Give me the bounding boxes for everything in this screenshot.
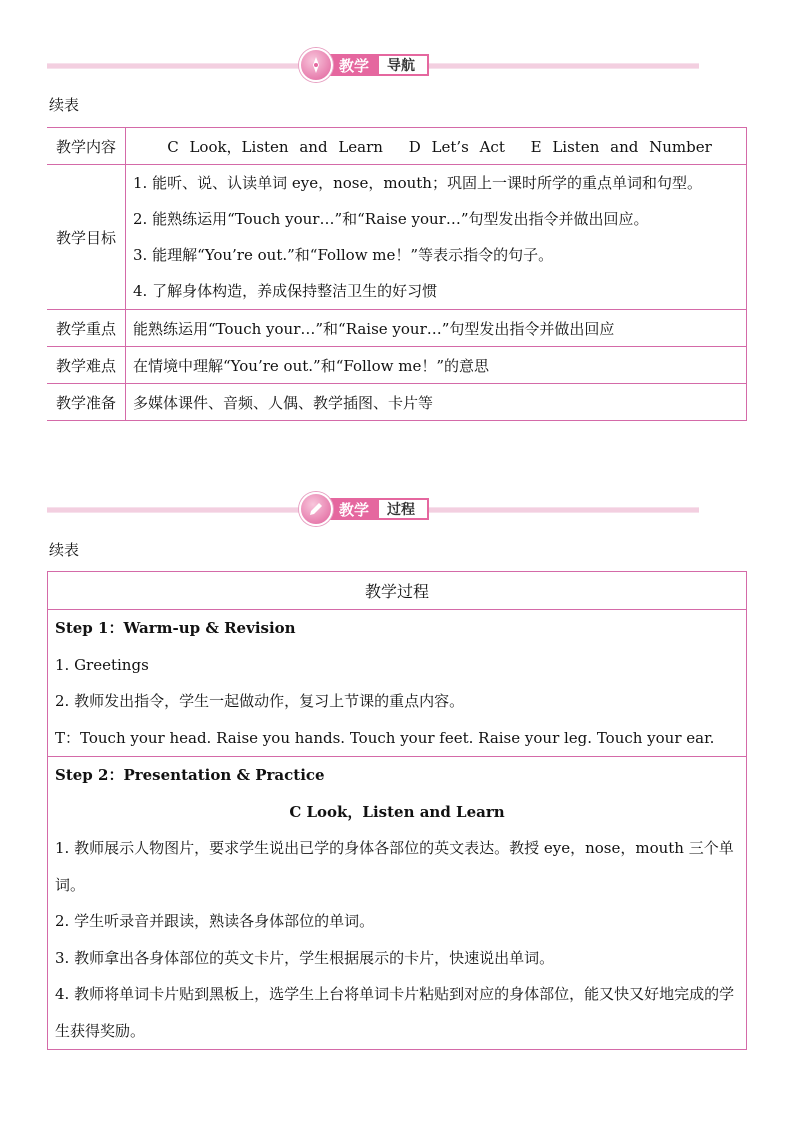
table-row <box>47 310 747 347</box>
continued-label: 续表 <box>49 96 80 114</box>
banner-main-label: 教学 <box>323 498 379 520</box>
row-value: 多媒体课件、音频、人偶、教学插图、卡片等 <box>126 384 747 421</box>
step-line: 2. 教师发出指令，学生一起做动作，复习上节课的重点内容。 <box>55 692 465 710</box>
table-row <box>47 128 747 165</box>
table-title: 教学过程 <box>48 572 747 610</box>
lesson-overview-table <box>47 127 747 421</box>
row-header: 教学难点 <box>47 347 126 384</box>
row-value: C Look，Listen and Learn D Let’s Act E Listen and Number <box>126 128 747 165</box>
step-line: 3. 教师拿出各身体部位的英文卡片，学生根据展示的卡片，快速说出单词。 <box>55 948 555 967</box>
table-row <box>47 347 747 384</box>
row-value <box>126 165 747 310</box>
row-header: 教学重点 <box>47 310 126 347</box>
banner-sub-label: 导航 <box>379 54 429 76</box>
table-row <box>47 165 747 310</box>
step-heading: Step 2：Presentation & Practice <box>55 766 325 784</box>
row-value: 在情境中理解“You’re out.”和“Follow me！”的意思 <box>126 347 747 384</box>
goal-line: 3. 能理解“You’re out.”和“Follow me！”等表示指令的句子。 <box>133 246 554 264</box>
table-row <box>48 757 747 1050</box>
step-1-cell <box>48 610 747 757</box>
banner-sub-label: 过程 <box>379 498 429 520</box>
row-value: 能熟练运用“Touch your…”和“Raise your…”句型发出指令并做出回应 <box>126 310 747 347</box>
step-line: 2. 学生听录音并跟读，熟读各身体部位的单词。 <box>55 912 375 930</box>
goal-line: 2. 能熟练运用“Touch your…”和“Raise your…”句型发出指令并做出回应。 <box>133 210 649 228</box>
table-row <box>47 384 747 421</box>
step-subheading: C Look，Listen and Learn <box>289 802 505 821</box>
step-line: 1. 教师展示人物图片，要求学生说出已学的身体各部位的英文表达。教授 eye，nose，mouth 三个单词。 <box>55 839 734 894</box>
step-line: 4. 教师将单词卡片贴到黑板上，选学生上台将单词卡片粘贴到对应的身体部位，能又快又好地完成的学生获得奖励。 <box>55 985 735 1040</box>
continued-label: 续表 <box>49 541 80 559</box>
step-2-cell <box>48 757 747 1050</box>
table-row <box>48 610 747 757</box>
teaching-process-table <box>47 571 747 1050</box>
section-banner-process <box>47 495 699 525</box>
row-header: 教学内容 <box>47 128 126 165</box>
step-line: T：Touch your head. Raise you hands. Touch your feet. Raise your leg. Touch your ear. <box>55 728 715 747</box>
section-banner-navigation <box>47 51 699 81</box>
row-header: 教学目标 <box>47 165 126 310</box>
row-header: 教学准备 <box>47 384 126 421</box>
banner-main-label: 教学 <box>323 54 379 76</box>
pencil-icon <box>299 492 333 526</box>
goal-line: 1. 能听、说、认读单词 eye，nose，mouth；巩固上一课时所学的重点单词和句型。 <box>133 174 702 192</box>
table-row <box>48 572 747 610</box>
step-heading: Step 1：Warm-up & Revision <box>55 619 296 637</box>
step-line: 1. Greetings <box>55 655 149 674</box>
compass-icon <box>299 48 333 82</box>
goal-line: 4. 了解身体构造，养成保持整洁卫生的好习惯 <box>133 282 438 300</box>
